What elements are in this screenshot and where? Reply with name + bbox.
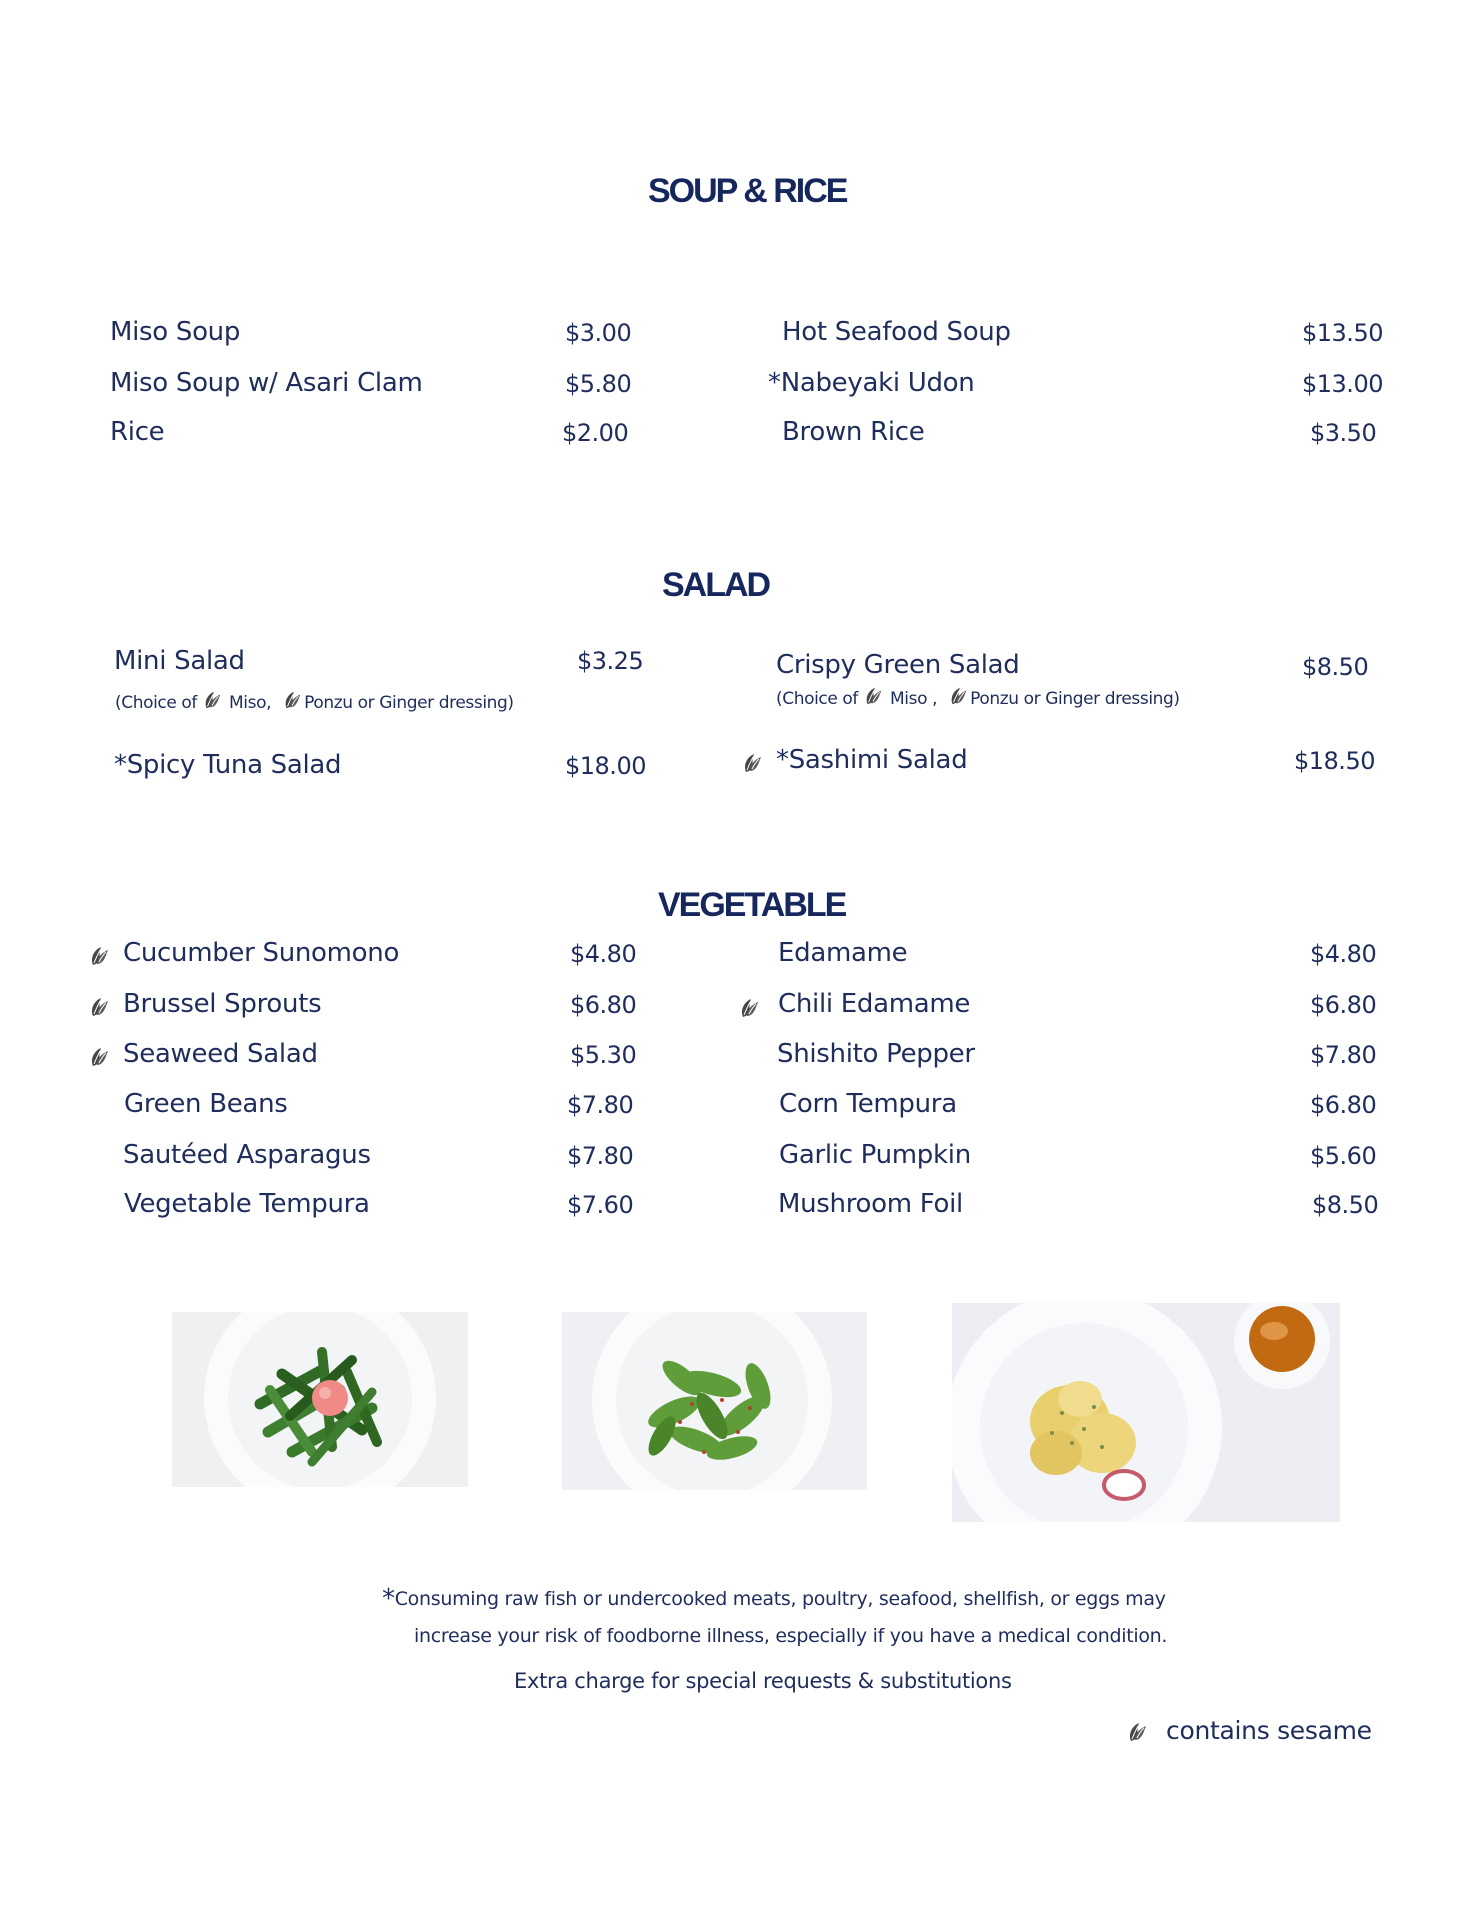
disclaimer-asterisk: * (382, 1584, 395, 1614)
menu-item-price: $2.00 (562, 419, 629, 447)
sesame-seed-icon (282, 689, 304, 711)
sesame-seed-icon (948, 685, 970, 707)
dressing-note (776, 685, 1180, 709)
sesame-seed-icon (88, 995, 112, 1019)
dressing-note-options: Ponzu or Ginger dressing) (970, 689, 1180, 709)
menu-item-price: $4.80 (1310, 940, 1377, 968)
menu-item-name: Chili Edamame (778, 989, 971, 1019)
menu-item-name: Green Beans (124, 1089, 288, 1119)
dressing-note-prefix: (Choice of (115, 693, 197, 713)
menu-item-name: Miso Soup (110, 317, 241, 347)
menu-item-name: *Spicy Tuna Salad (114, 750, 342, 780)
sesame-seed-icon (88, 1045, 112, 1069)
sesame-seed-icon (738, 996, 762, 1020)
menu-item-price: $8.50 (1302, 653, 1369, 681)
menu-item-price: $8.50 (1312, 1191, 1379, 1219)
menu-item-price: $6.80 (570, 991, 637, 1019)
menu-item-name: Mushroom Foil (778, 1189, 963, 1219)
menu-item-price: $6.80 (1310, 991, 1377, 1019)
menu-item-price: $13.00 (1302, 370, 1383, 398)
dressing-note-miso: Miso, (229, 693, 272, 713)
extra-charge-note: Extra charge for special requests & substitutions (514, 1669, 1012, 1693)
menu-item-price: $5.60 (1310, 1142, 1377, 1170)
menu-item-name: Edamame (778, 938, 908, 968)
section-title-soup-rice: SOUP & RICE (648, 172, 847, 210)
menu-item-name: Sautéed Asparagus (123, 1140, 371, 1170)
dressing-note (115, 689, 514, 713)
menu-item-price: $4.80 (570, 940, 637, 968)
menu-item-name: Garlic Pumpkin (779, 1140, 971, 1170)
menu-item-name: Seaweed Salad (123, 1039, 318, 1069)
menu-item-price: $5.80 (565, 370, 632, 398)
food-photo-tempura (952, 1303, 1340, 1522)
menu-item-name: Crispy Green Salad (776, 650, 1020, 680)
menu-item-price: $6.80 (1310, 1091, 1377, 1119)
menu-item-price: $18.00 (565, 752, 646, 780)
food-photo-edamame (562, 1312, 867, 1490)
dressing-note-miso: Miso , (890, 689, 938, 709)
section-title-vegetable: VEGETABLE (658, 886, 846, 924)
menu-item-price: $5.30 (570, 1041, 637, 1069)
menu-item-name: Rice (110, 417, 165, 447)
menu-item-name: Brown Rice (782, 417, 925, 447)
menu-item-price: $7.80 (567, 1091, 634, 1119)
menu-item-name: Cucumber Sunomono (123, 938, 400, 968)
menu-item-price: $3.00 (565, 319, 632, 347)
sesame-seed-icon (88, 944, 112, 968)
menu-item-name: Brussel Sprouts (123, 989, 322, 1019)
menu-item-name: Shishito Pepper (777, 1039, 975, 1069)
menu-item-price: $3.25 (577, 647, 644, 675)
menu-item-price: $7.60 (567, 1191, 634, 1219)
menu-item-price: $7.80 (567, 1142, 634, 1170)
dressing-note-prefix: (Choice of (776, 689, 858, 709)
menu-item-price: $7.80 (1310, 1041, 1377, 1069)
raw-food-disclaimer (382, 1584, 1166, 1614)
menu-item-name: Vegetable Tempura (124, 1189, 370, 1219)
disclaimer-line-2: increase your risk of foodborne illness, especially if you have a medical condition. (414, 1625, 1168, 1647)
dressing-note-options: Ponzu or Ginger dressing) (304, 693, 514, 713)
menu-item-name: *Nabeyaki Udon (768, 368, 975, 398)
menu-item-name: Hot Seafood Soup (782, 317, 1011, 347)
menu-item-price: $13.50 (1302, 319, 1383, 347)
menu-item-price: $3.50 (1310, 419, 1377, 447)
section-title-salad: SALAD (662, 566, 770, 604)
sesame-seed-icon (741, 751, 765, 775)
sesame-seed-icon (863, 685, 885, 707)
sesame-seed-icon (202, 689, 224, 711)
menu-item-name: Corn Tempura (779, 1089, 957, 1119)
menu-item-price: $18.50 (1294, 747, 1375, 775)
menu-item-name: *Sashimi Salad (776, 745, 968, 775)
menu-item-name: Mini Salad (114, 646, 245, 676)
menu-item-name: Miso Soup w/ Asari Clam (110, 368, 423, 398)
food-photo-green-beans (172, 1312, 468, 1487)
sesame-seed-icon (1126, 1720, 1150, 1744)
legend-contains-sesame: contains sesame (1166, 1716, 1372, 1745)
disclaimer-line-1: Consuming raw fish or undercooked meats, poultry, seafood, shellfish, or eggs may (394, 1588, 1166, 1610)
